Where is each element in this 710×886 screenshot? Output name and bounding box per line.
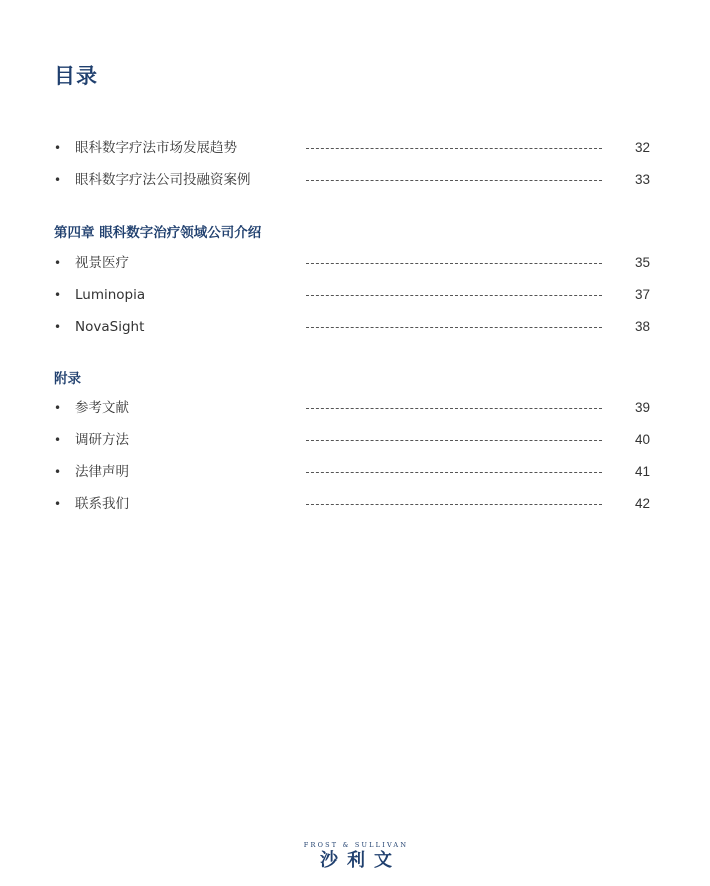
bullet-icon: • <box>54 256 62 270</box>
dotted-leader <box>306 327 602 328</box>
toc-item-label: 调研方法 <box>75 432 129 448</box>
frost-sullivan-logo <box>294 841 418 875</box>
dotted-leader <box>306 295 602 296</box>
toc-page-number: 42 <box>634 496 650 511</box>
toc-item-label: 参考文献 <box>75 400 129 416</box>
toc-page-number: 40 <box>634 432 650 447</box>
toc-item-label: 视景医疗 <box>75 255 129 271</box>
appendix-heading[interactable]: 附录 <box>54 371 81 387</box>
toc-item-label: Luminopia <box>75 287 146 303</box>
toc-page-number: 38 <box>634 319 650 334</box>
dotted-leader <box>306 440 602 441</box>
chapter-heading[interactable]: 第四章 眼科数字治疗领域公司介绍 <box>54 225 262 241</box>
logo-english-text: FROST & SULLIVAN <box>303 841 409 849</box>
bullet-icon: • <box>54 288 62 302</box>
toc-item[interactable] <box>54 285 650 305</box>
bullet-icon: • <box>54 320 62 334</box>
toc-item-label: NovaSight <box>75 319 145 335</box>
toc-item-label: 眼科数字疗法市场发展趋势 <box>75 140 237 156</box>
toc-page-number: 32 <box>634 140 650 155</box>
dotted-leader <box>306 408 602 409</box>
toc-item-label: 眼科数字疗法公司投融资案例 <box>75 172 251 188</box>
toc-page-number: 41 <box>634 464 650 479</box>
toc-page-number: 37 <box>634 287 650 302</box>
bullet-icon: • <box>54 433 62 447</box>
dotted-leader <box>306 472 602 473</box>
toc-item[interactable] <box>54 138 650 158</box>
bullet-icon: • <box>54 465 62 479</box>
toc-item[interactable] <box>54 494 650 514</box>
toc-page-number: 33 <box>634 172 650 187</box>
dotted-leader <box>306 504 602 505</box>
toc-item-label: 法律声明 <box>75 464 129 480</box>
bullet-icon: • <box>54 141 62 155</box>
bullet-icon: • <box>54 497 62 511</box>
toc-item[interactable] <box>54 398 650 418</box>
toc-item[interactable] <box>54 170 650 190</box>
bullet-icon: • <box>54 173 62 187</box>
toc-item[interactable] <box>54 462 650 482</box>
toc-item[interactable] <box>54 253 650 273</box>
logo-chinese-text: 沙利文 <box>320 850 401 871</box>
toc-page-number: 35 <box>634 255 650 270</box>
toc-item[interactable] <box>54 430 650 450</box>
dotted-leader <box>306 180 602 181</box>
dotted-leader <box>306 148 602 149</box>
toc-item[interactable] <box>54 317 650 337</box>
page-title: 目录 <box>54 64 98 88</box>
toc-page-number: 39 <box>634 400 650 415</box>
dotted-leader <box>306 263 602 264</box>
bullet-icon: • <box>54 401 62 415</box>
toc-item-label: 联系我们 <box>75 496 129 512</box>
